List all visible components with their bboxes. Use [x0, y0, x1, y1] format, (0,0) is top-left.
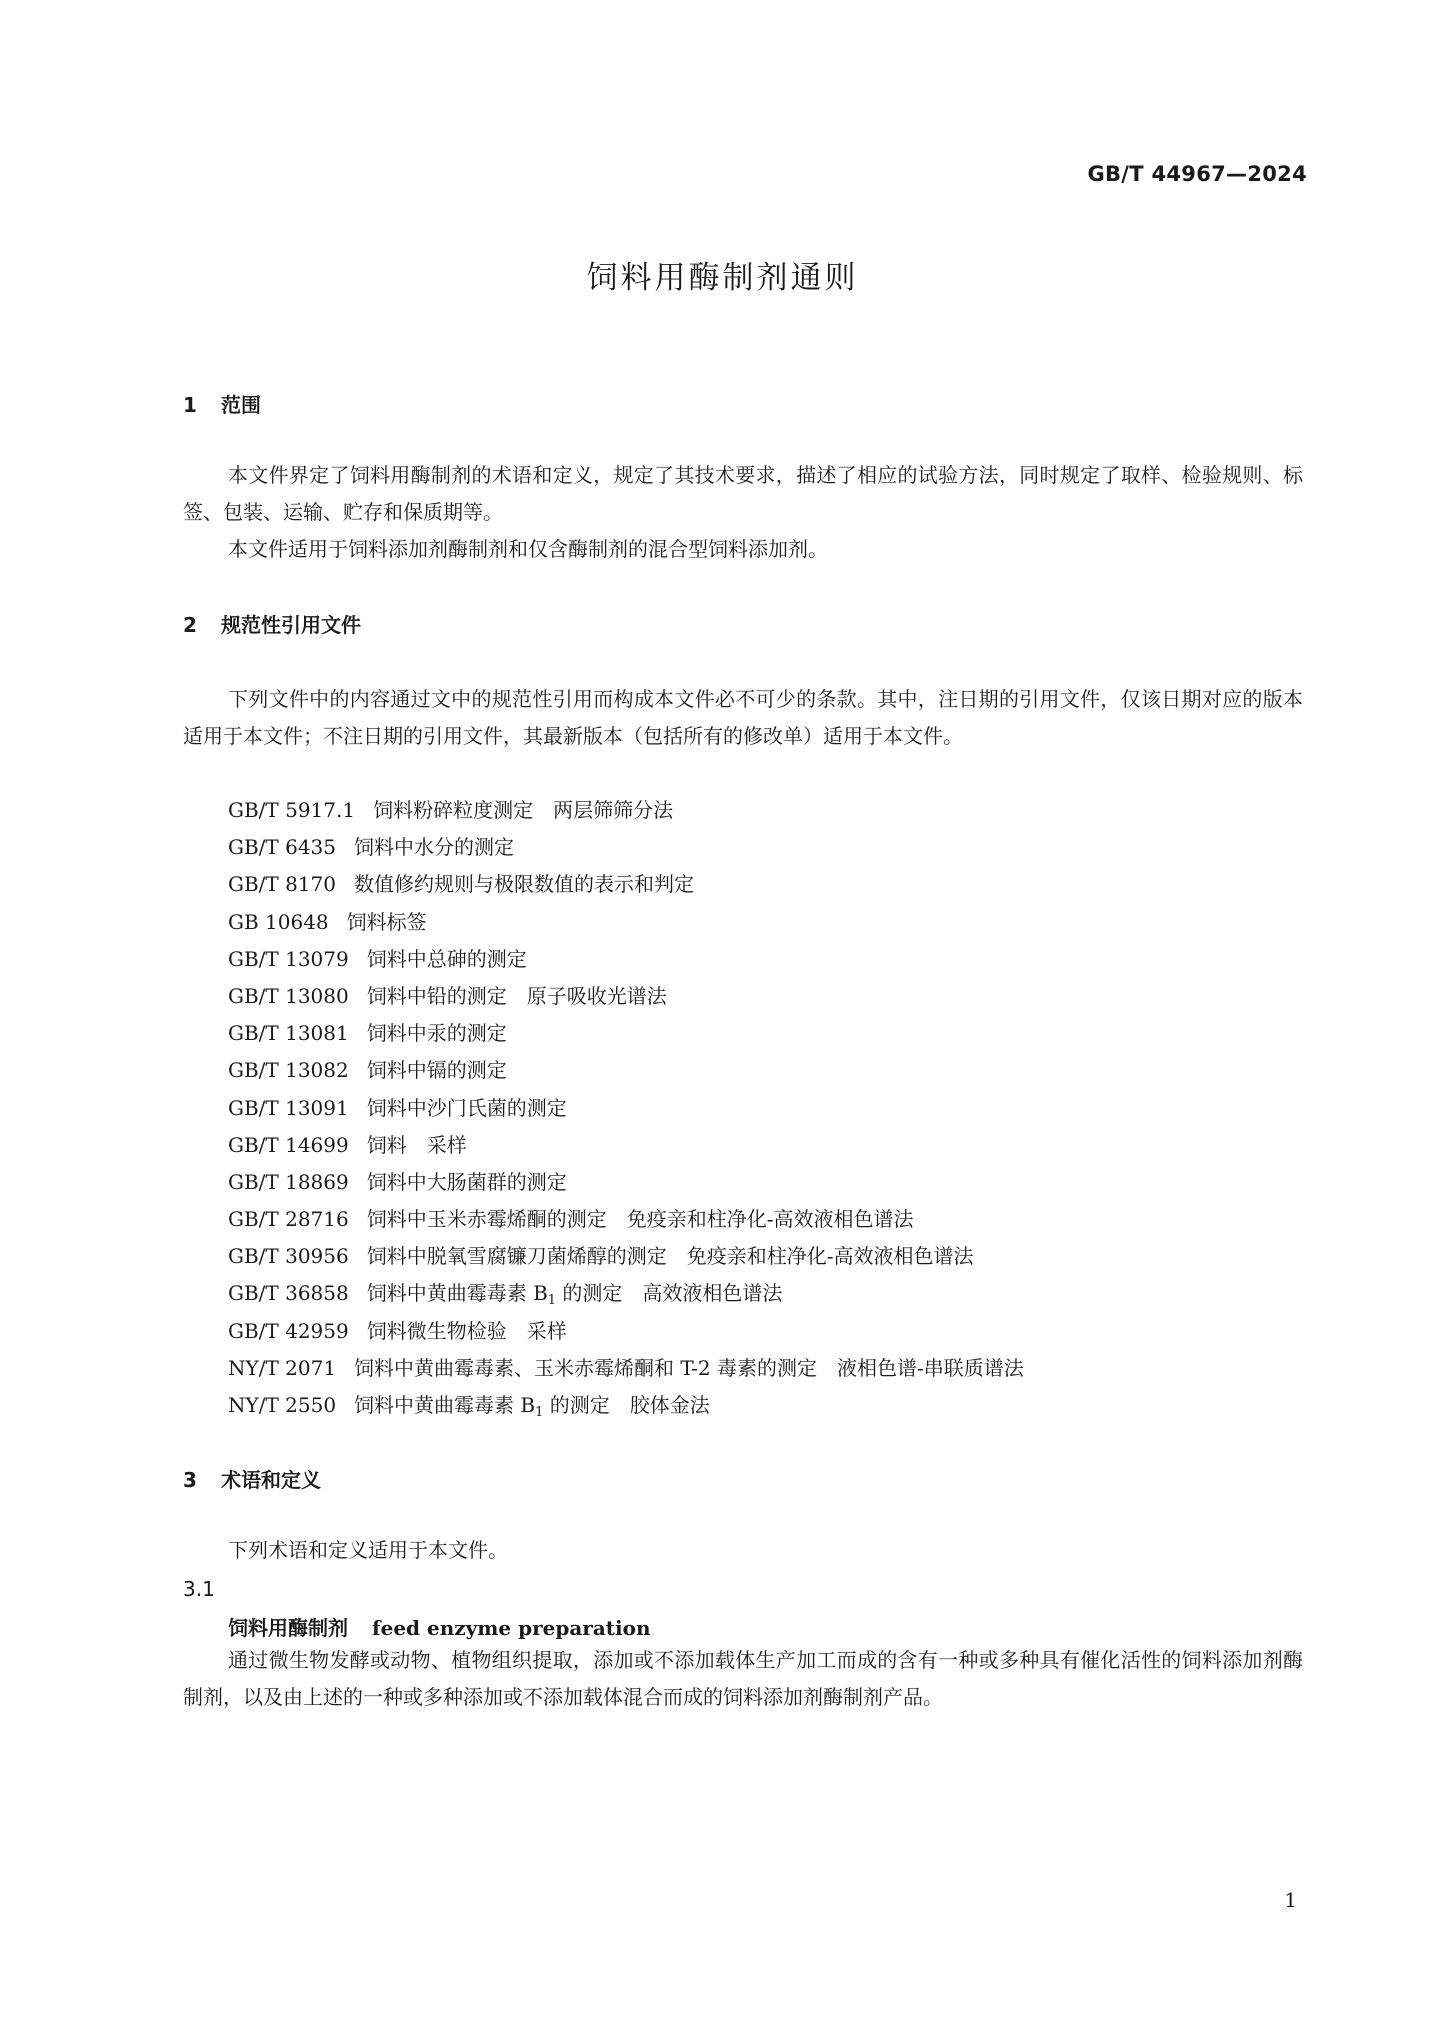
reference-code: GB/T 28716	[228, 1207, 349, 1232]
reference-code: NY/T 2071	[228, 1355, 337, 1380]
reference-code: GB/T 18869	[228, 1169, 349, 1194]
reference-code: GB/T 14699	[228, 1132, 349, 1157]
reference-code: GB/T 13082	[228, 1058, 349, 1083]
reference-item	[228, 978, 1024, 1015]
reference-code: NY/T 2550	[228, 1393, 337, 1417]
clause-number: 3.1	[183, 1577, 215, 1601]
reference-code: GB 10648	[228, 909, 329, 934]
reference-code: GB/T 6435	[228, 835, 337, 860]
reference-item	[228, 941, 1024, 978]
reference-code: GB/T 42959	[228, 1318, 349, 1343]
section-2-heading	[183, 609, 361, 638]
term-entry	[228, 1612, 651, 1641]
reference-item	[228, 904, 1024, 941]
reference-item	[228, 1387, 1024, 1424]
document-title: 饲料用酶制剂通则	[586, 260, 859, 296]
reference-title: 饲料中大肠菌群的测定	[366, 1169, 567, 1194]
reference-item	[228, 1275, 1024, 1312]
section-number: 1	[183, 393, 197, 417]
scope-paragraph-2: 本文件适用于饲料添加剂酶制剂和仅含酶制剂的混合型饲料添加剂。	[228, 537, 828, 561]
standard-code: GB/T 44967—2024	[1087, 162, 1307, 186]
reference-code: GB/T 13081	[228, 1021, 349, 1046]
subscript: 1	[535, 1405, 544, 1420]
reference-title-pre: 饲料中黄曲霉毒素 B	[354, 1393, 536, 1417]
reference-list	[228, 792, 1024, 1424]
reference-title: 饲料中玉米赤霉烯酮的测定 免疫亲和柱净化-高效液相色谱法	[366, 1207, 914, 1232]
reference-item	[228, 829, 1024, 866]
reference-title: 数值修约规则与极限数值的表示和判定	[354, 872, 695, 897]
reference-title: 饲料中铅的测定 原子吸收光谱法	[366, 983, 667, 1008]
reference-title-post: 的测定 胶体金法	[543, 1393, 710, 1417]
section-title: 术语和定义	[221, 1468, 321, 1492]
reference-title: 饲料微生物检验 采样	[366, 1318, 567, 1343]
section-number: 3	[183, 1468, 197, 1492]
reference-title: 饲料中沙门氏菌的测定	[366, 1095, 567, 1120]
page-number: 1	[1284, 1888, 1297, 1912]
reference-item	[228, 1201, 1024, 1238]
reference-item	[228, 1350, 1024, 1387]
reference-item	[228, 1313, 1024, 1350]
reference-item	[228, 866, 1024, 903]
section-number: 2	[183, 613, 197, 637]
section-title: 规范性引用文件	[221, 613, 361, 637]
reference-title: 饲料 采样	[366, 1132, 467, 1157]
reference-title: 饲料中镉的测定	[366, 1058, 507, 1083]
reference-item	[228, 1015, 1024, 1052]
reference-title-post: 的测定 高效液相色谱法	[556, 1281, 783, 1306]
reference-title: 饲料中水分的测定	[354, 835, 515, 860]
reference-item	[228, 1164, 1024, 1201]
reference-title: 饲料粉碎粒度测定 两层筛筛分法	[373, 798, 674, 822]
reference-title: 饲料中总砷的测定	[366, 946, 527, 971]
section-1-heading	[183, 389, 261, 418]
term-chinese: 饲料用酶制剂	[228, 1616, 348, 1640]
reference-item	[228, 792, 1024, 829]
section-3-heading	[183, 1464, 321, 1493]
normative-refs-intro: 下列文件中的内容通过文中的规范性引用而构成本文件必不可少的条款。其中，注日期的引用文件，仅该日期对应的版本适用于本文件；不注日期的引用文件，其最新版本（包括所有的修改单）适用于本文件。	[183, 687, 1303, 748]
reference-title: 饲料中黄曲霉毒素、玉米赤霉烯酮和 T-2 毒素的测定 液相色谱-串联质谱法	[354, 1355, 1024, 1380]
reference-title: 饲料中脱氧雪腐镰刀菌烯醇的测定 免疫亲和柱净化-高效液相色谱法	[366, 1244, 974, 1269]
reference-item	[228, 1127, 1024, 1164]
reference-item	[228, 1052, 1024, 1089]
term-definition: 通过微生物发酵或动物、植物组织提取，添加或不添加载体生产加工而成的含有一种或多种具有催化活性的饲料添加剂酶制剂，以及由上述的一种或多种添加或不添加载体混合而成的饲料添加剂酶制剂产品。	[183, 1648, 1303, 1709]
reference-item	[228, 1090, 1024, 1127]
reference-title: 饲料标签	[346, 909, 427, 934]
reference-title: 饲料中汞的测定	[366, 1021, 507, 1046]
reference-code: GB/T 13091	[228, 1095, 349, 1120]
reference-code: GB/T 8170	[228, 872, 337, 897]
section-title: 范围	[221, 393, 261, 417]
reference-code: GB/T 5917.1	[228, 798, 356, 822]
reference-item	[228, 1238, 1024, 1275]
reference-code: GB/T 13079	[228, 946, 349, 971]
scope-paragraph-1: 本文件界定了饲料用酶制剂的术语和定义，规定了其技术要求，描述了相应的试验方法，同时规定了取样、检验规则、标签、包装、运输、贮存和保质期等。	[183, 463, 1303, 524]
term-english: feed enzyme preparation	[372, 1616, 651, 1640]
reference-code: GB/T 36858	[228, 1281, 349, 1306]
reference-code: GB/T 30956	[228, 1244, 349, 1269]
subscript: 1	[547, 1293, 557, 1309]
reference-title-pre: 饲料中黄曲霉毒素 B	[366, 1281, 548, 1306]
terms-intro: 下列术语和定义适用于本文件。	[228, 1538, 508, 1562]
reference-code: GB/T 13080	[228, 983, 349, 1008]
